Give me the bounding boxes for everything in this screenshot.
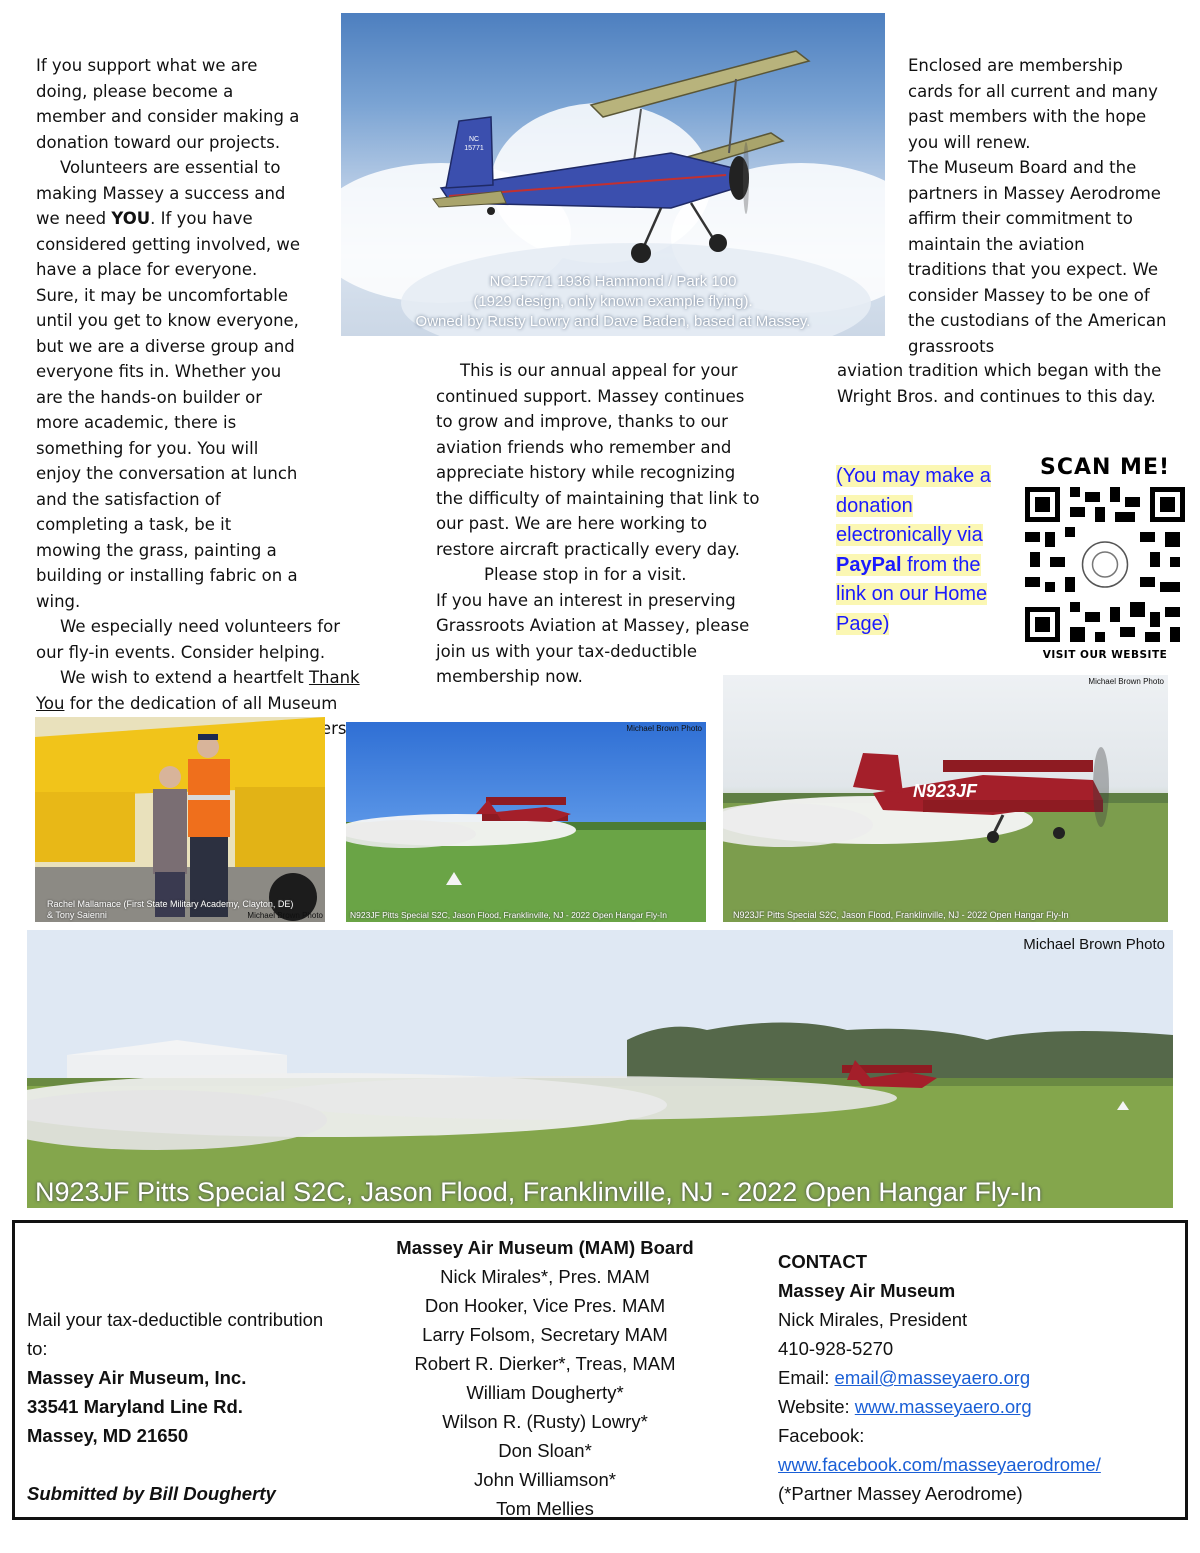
middle-column [436,358,766,690]
footer-info-box [12,1220,1188,1520]
board-member: Robert R. Dierker*, Treas, MAM [414,1353,676,1374]
board-list [355,1233,735,1523]
pitts-special-photo-small [346,722,706,922]
tradition-paragraph: aviation tradition which began with the Wright Bros. and continues to this day. [837,361,1162,406]
pitts-mid-credit: Michael Brown Photo [1088,677,1164,686]
email-row [778,1363,1178,1392]
people-photo-credit: Michael Brown Photo [247,911,323,920]
mail-instructions: Mail your tax-deductible contribution to: [27,1309,324,1359]
mail-city: Massey, MD 21650 [27,1425,189,1446]
website-link[interactable]: www.masseyaero.org [854,1396,1032,1417]
contact-person: Nick Mirales, President [778,1309,968,1330]
board-member: William Dougherty* [466,1382,624,1403]
people-caption-line-1: Rachel Mallamace (First State Military Academy, Clayton, DE) [47,899,294,909]
board-commitment-paragraph: The Museum Board and the partners in Massey Aerodrome affirm their commitment to maintain the aviation traditions that you expect. We consider Massey to be one of the custodians of the American grassroots [908,158,1167,356]
top-photo-caption [341,272,885,332]
board-member: Don Hooker, Vice Pres. MAM [424,1295,666,1316]
mail-street: 33541 Maryland Line Rd. [27,1396,243,1417]
website-row [778,1392,1178,1421]
board-member: Wilson R. (Rusty) Lowry* [442,1411,648,1432]
wide-photo-scene [27,930,1173,1208]
pitts-special-photo-closeup [723,675,1168,922]
email-label: Email: [778,1367,835,1388]
board-member: Tom Mellies [496,1498,594,1519]
contact-phone: 410-928-5270 [778,1338,894,1359]
contact-block [778,1247,1178,1508]
left-column [36,53,371,767]
pitts-small-scene [346,722,706,922]
thank-you-emphasis: Thank You [36,668,360,713]
donation-note [836,462,996,639]
paypal-link[interactable]: PayPal [836,553,902,576]
board-member: Larry Folsom, Secretary MAM [422,1324,668,1345]
you-emphasis: YOU [111,209,151,228]
volunteers-photo [35,717,325,922]
pitts-mid-caption: N923JF Pitts Special S2C, Jason Flood, Franklinville, NJ - 2022 Open Hangar Fly-In [733,910,1069,920]
website-label: Website: [778,1396,855,1417]
qr-code-block[interactable] [1020,455,1190,665]
membership-cards-paragraph: Enclosed are membership cards for all current and many past members with the hope you will renew. [908,56,1158,152]
board-title: Massey Air Museum (MAM) Board [396,1237,694,1258]
membership-paragraph: If you have an interest in preserving Grassroots Aviation at Massey, please join us with your tax-deductible membership now. [436,590,750,686]
pitts-small-caption: N923JF Pitts Special S2C, Jason Flood, Franklinville, NJ - 2022 Open Hangar Fly-In [350,910,667,920]
annual-appeal-paragraph: This is our annual appeal for your continued support. Massey continues to grow and improve, thanks to our aviation friends who remember and appreciate history while recognizing the difficulty of maintaining that link to our past. We are here working to restore aircraft practically every day. [436,361,760,559]
pitts-mid-registration: N923JF [913,781,978,801]
wide-photo-caption: N923JF Pitts Special S2C, Jason Flood, Franklinville, NJ - 2022 Open Hangar Fly-In [35,1177,1042,1207]
partner-note: (*Partner Massey Aerodrome) [778,1483,1023,1504]
pitts-special-photo-wide [27,930,1173,1208]
mailing-address-block [27,1305,327,1508]
thank-you-text-a: We wish to extend a heartfelt [60,668,309,687]
facebook-label: Facebook: [778,1425,865,1446]
people-photo-scene [35,717,325,922]
right-column [908,53,1168,359]
contact-title: CONTACT [778,1251,868,1272]
caption-line-1: NC15771 1936 Hammond / Park 100 [489,273,737,290]
visit-paragraph: Please stop in for a visit. [484,565,687,584]
volunteers-text-a: Volunteers are essential to making Massey a success and we need [36,158,286,228]
caption-line-2: (1929 design, only known example flying). [473,293,753,310]
volunteers-paragraph [36,155,301,614]
hammond-biplane-photo [341,13,885,336]
tail-registration: NC 15771 [464,136,484,152]
donation-text-a: (You may make a donation electronically via [836,465,991,546]
caption-line-3: Owned by Rusty Lowry and Dave Baden, based at Massey. [415,313,811,330]
thank-you-text-b: for the dedication of all Museum [69,693,338,713]
visit-website-label: VISIT OUR WEBSITE [1042,649,1168,661]
support-paragraph: If you support what we are doing, please become a member and consider making a donation toward our projects. [36,56,300,152]
contact-org: Massey Air Museum [778,1280,956,1301]
submitted-by: Submitted by Bill Dougherty [27,1483,276,1504]
email-link[interactable]: email@masseyaero.org [834,1367,1031,1388]
board-member: John Williamson* [474,1469,616,1490]
mail-org-name: Massey Air Museum, Inc. [27,1367,247,1388]
qr-code-icon[interactable] [1020,482,1190,647]
right-column-continued [837,358,1172,409]
board-member: Nick Mirales*, Pres. MAM [440,1266,650,1287]
pitts-small-credit: Michael Brown Photo [626,724,702,733]
board-member: Don Sloan* [498,1440,592,1461]
facebook-link[interactable]: www.facebook.com/masseyaerodrome/ [778,1454,1101,1475]
people-caption-line-2: & Tony Saienni [47,910,107,920]
volunteers-text-b: . If you have considered getting involved, we have a place for everyone. Sure, it may be uncomfortable until you get to know everyone, but we are a diverse group and everyone fits in. Whether you are the hands-on builder or more academic, there is something for you. You will enjoy the conversation at lunch and the satisfaction of completing a task, be it mowing the grass, painting a building or installing fabric on a wing. [36,209,301,611]
scan-me-title: SCAN ME! [1039,455,1171,480]
fly-in-paragraph: We especially need volunteers for our fly-in events. Consider helping. [36,617,340,662]
donation-text-b: from the link on our Home Page) [836,553,988,635]
wide-photo-credit: Michael Brown Photo [1023,936,1165,953]
